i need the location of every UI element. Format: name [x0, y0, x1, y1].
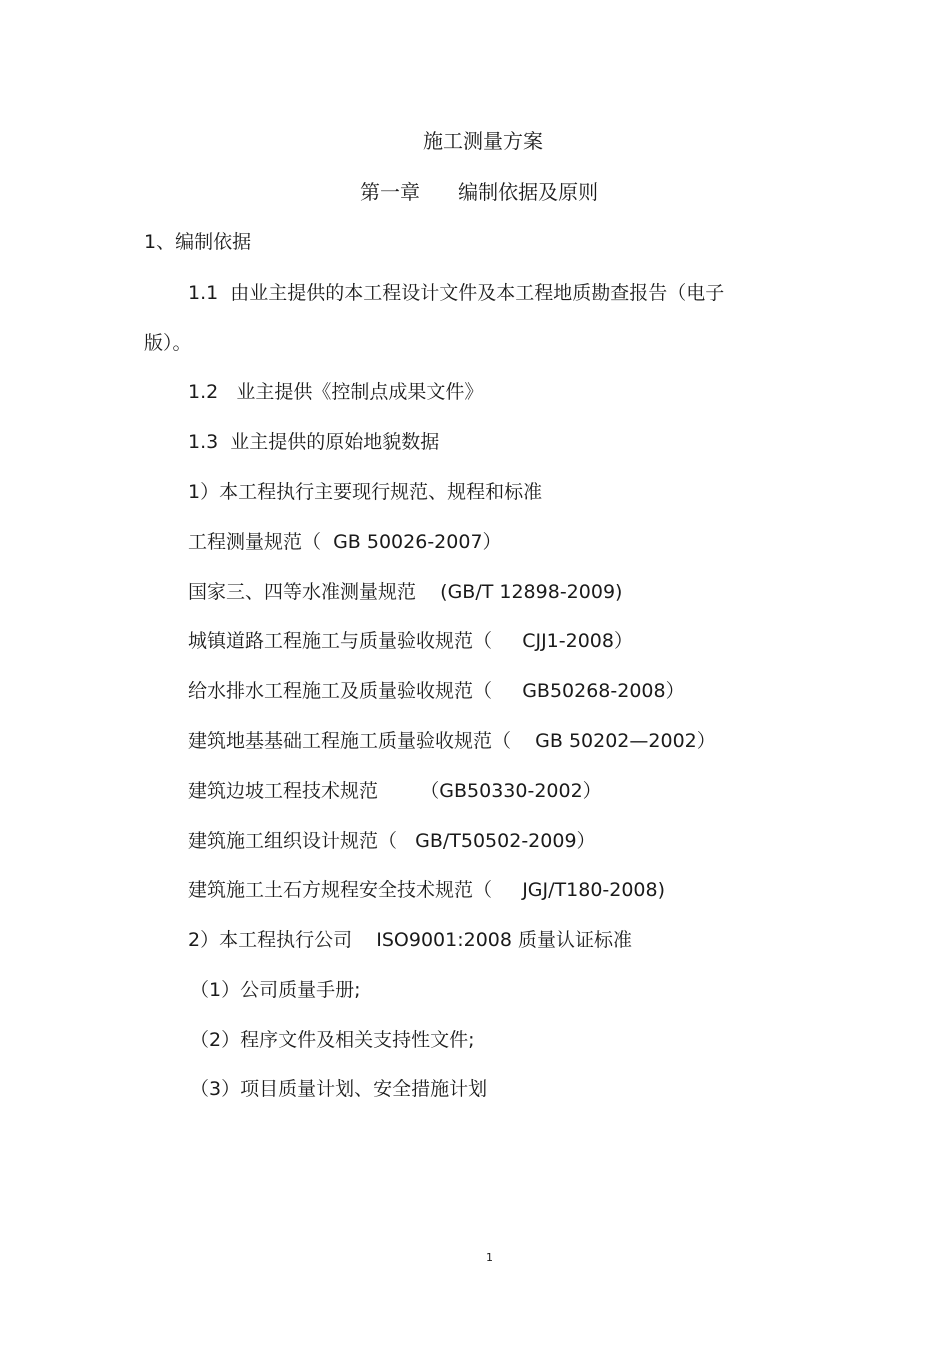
list-item: 建筑施工土石方规程安全技术规范（ JGJ/T180-2008)	[188, 879, 666, 901]
list-item: 建筑施工组织设计规范（ GB/T50502-2009）	[188, 830, 596, 852]
chapter-heading: 第一章 编制依据及原则	[360, 180, 599, 204]
document-title: 施工测量方案	[423, 129, 543, 153]
list-item: 1.3 业主提供的原始地貌数据	[188, 431, 440, 453]
list-item: 国家三、四等水准测量规范 (GB/T 12898-2009)	[188, 581, 623, 603]
list-item: 1.1 由业主提供的本工程设计文件及本工程地质勘查报告（电子	[188, 282, 725, 304]
list-item: 城镇道路工程施工与质量验收规范（ CJJ1-2008）	[188, 630, 633, 652]
list-item: 1）本工程执行主要现行规范、规程和标准	[188, 481, 543, 503]
list-item: 建筑边坡工程技术规范 （GB50330-2002）	[188, 780, 602, 802]
list-item: （1）公司质量手册;	[190, 979, 361, 1001]
page-number: 1	[486, 1251, 493, 1264]
list-item: 版）。	[144, 332, 192, 354]
list-item: 工程测量规范（ GB 50026-2007）	[188, 531, 502, 553]
list-item: 给水排水工程施工及质量验收规范（ GB50268-2008）	[188, 680, 685, 702]
list-item: （3）项目质量计划、安全措施计划	[190, 1078, 488, 1100]
list-item: 2）本工程执行公司 ISO9001:2008 质量认证标准	[188, 929, 633, 951]
list-item: 1.2 业主提供《控制点成果文件》	[188, 381, 484, 403]
list-item: 建筑地基基础工程施工质量验收规范（ GB 50202—2002）	[188, 730, 716, 752]
section-heading: 1、编制依据	[144, 231, 252, 253]
list-item: （2）程序文件及相关支持性文件;	[190, 1029, 475, 1051]
